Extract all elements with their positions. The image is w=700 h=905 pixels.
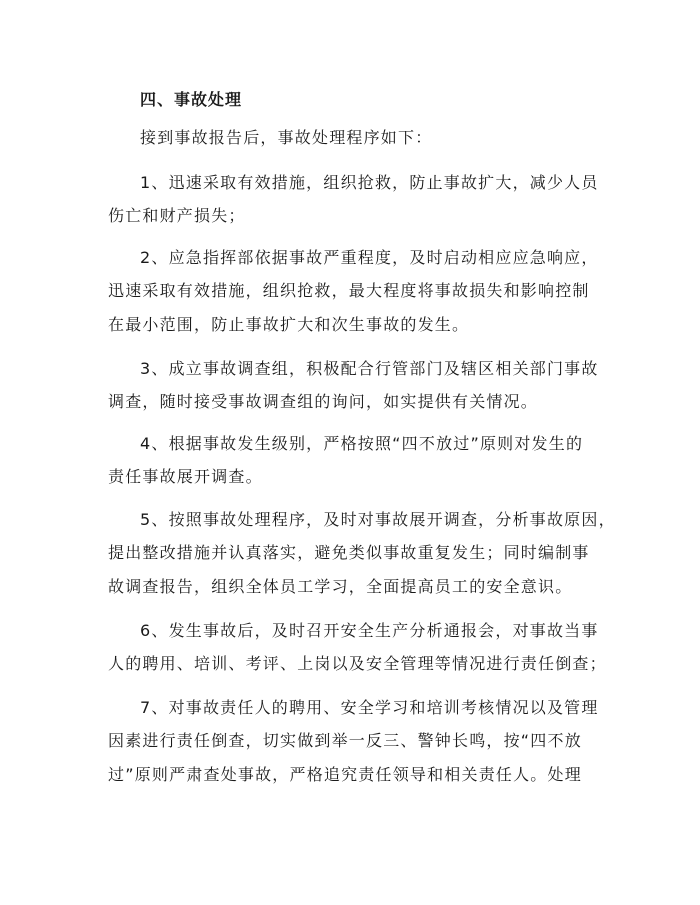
list-item-line: 4、根据事故发生级别，严格按照“四不放过”原则对发生的 [140,434,584,453]
list-item-line: 2、应急指挥部依据事故严重程度，及时启动相应应急响应， [140,248,599,267]
list-item-line: 3、成立事故调查组，积极配合行管部门及辖区相关部门事故 [140,359,599,378]
list-item-line: 因素进行责任倒查，切实做到举一反三、警钟长鸣，按“四不放 [108,731,582,750]
list-item-line: 迅速采取有效措施，组织抢救，最大程度将事故损失和影响控制 [108,281,590,300]
list-item-line: 1、迅速采取有效措施，组织抢救，防止事故扩大，减少人员 [140,173,599,192]
intro-paragraph: 接到事故报告后，事故处理程序如下： [140,128,433,147]
list-item-line: 调查，随时接受事故调查组的询问，如实提供有关情况。 [108,392,539,411]
list-item-line: 故调查报告，组织全体员工学习，全面提高员工的安全意识。 [108,577,573,596]
list-item-line: 在最小范围，防止事故扩大和次生事故的发生。 [108,315,470,334]
list-item-line: 伤亡和财产损失； [108,206,246,225]
list-item-line: 过”原则严肃查处事故，严格追究责任领导和相关责任人。处理 [108,765,582,784]
list-item-line: 责任事故展开调查。 [108,467,263,486]
list-item-line: 6、发生事故后，及时召开安全生产分析通报会，对事故当事 [140,621,599,640]
section-heading: 四、事故处理 [140,90,243,109]
list-item-line: 7、对事故责任人的聘用、安全学习和培训考核情况以及管理 [140,698,599,717]
list-item-line: 5、按照事故处理程序，及时对事故展开调查，分析事故原因， [140,510,616,529]
list-item-line: 提出整改措施并认真落实，避免类似事故重复发生；同时编制事 [108,543,590,562]
list-item-line: 人的聘用、培训、考评、上岗以及安全管理等情况进行责任倒查； [108,654,607,673]
